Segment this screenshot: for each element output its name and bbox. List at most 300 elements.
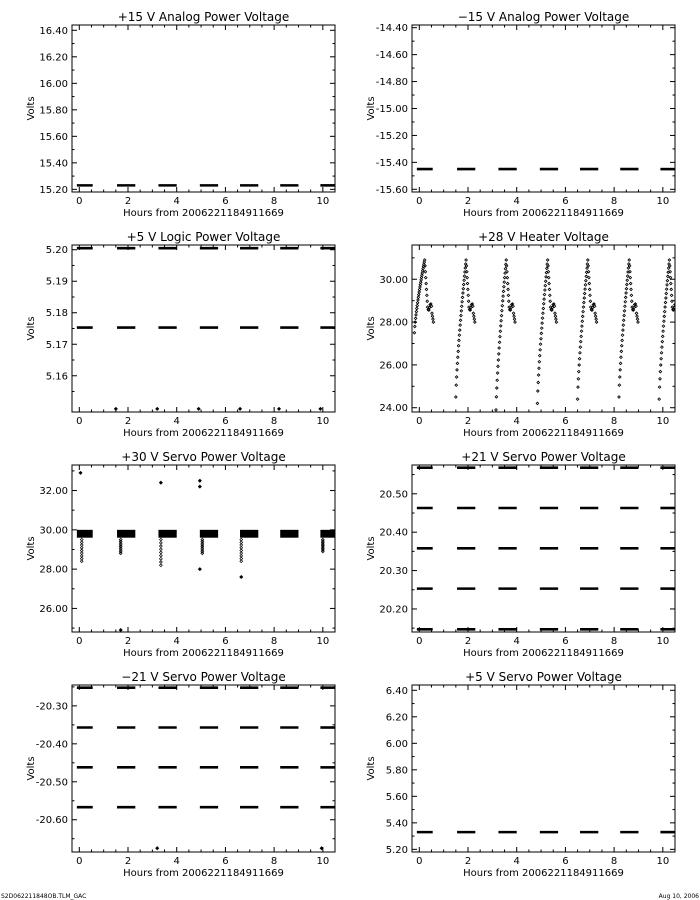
chart-4-heater-point bbox=[425, 288, 428, 291]
chart-4-heater-point bbox=[585, 279, 588, 282]
chart-4-heater-point bbox=[589, 300, 592, 303]
chart-panel-6 bbox=[366, 450, 675, 659]
chart-4-heater-point bbox=[458, 329, 461, 332]
chart-7-data bbox=[77, 688, 335, 850]
chart-4-heater-point bbox=[415, 314, 418, 317]
chart-5-band bbox=[240, 530, 258, 538]
chart-4-heater-point bbox=[499, 330, 502, 333]
chart-4-heater-point bbox=[618, 376, 621, 379]
chart-2-y-tick-label: -14.40 bbox=[375, 23, 408, 35]
chart-4-heater-point bbox=[544, 289, 547, 292]
chart-4-heater-point bbox=[620, 350, 623, 353]
chart-4-heater-point bbox=[668, 265, 671, 268]
chart-6-title: +21 V Servo Power Voltage bbox=[461, 450, 626, 464]
chart-4-heater-point bbox=[497, 365, 500, 368]
chart-7-y-tick-label: -20.30 bbox=[35, 701, 68, 713]
chart-5-x-label: Hours from 2006221184911669 bbox=[123, 648, 284, 659]
chart-1-y-tick-label: 16.00 bbox=[39, 78, 68, 90]
chart-4-heater-point bbox=[543, 293, 546, 296]
chart-4-heater-point bbox=[414, 325, 417, 328]
chart-4-heater-point bbox=[676, 318, 679, 321]
chart-4-heater-point bbox=[577, 370, 580, 373]
chart-5-data bbox=[77, 471, 335, 631]
chart-4-heater-point bbox=[626, 275, 629, 278]
chart-4-heater-point bbox=[432, 321, 435, 324]
chart-4-heater-point bbox=[675, 312, 678, 315]
chart-7-y-label: Volts bbox=[26, 756, 37, 781]
chart-4-heater-point bbox=[463, 279, 466, 282]
chart-4-heater-point bbox=[413, 331, 416, 334]
chart-4-heater-point bbox=[625, 287, 628, 290]
chart-4-data bbox=[413, 259, 679, 411]
chart-4-heater-point bbox=[461, 301, 464, 304]
chart-3-y-tick-label: 5.17 bbox=[45, 339, 68, 351]
chart-5-x-tick-label: 4 bbox=[173, 636, 180, 647]
chart-4-heater-point bbox=[541, 322, 544, 325]
chart-4-heater-point bbox=[465, 259, 468, 262]
chart-4-heater-point bbox=[499, 325, 502, 328]
chart-3-x-tick-label: 0 bbox=[76, 416, 83, 427]
chart-panel-8 bbox=[366, 670, 675, 879]
chart-4-heater-point bbox=[581, 315, 584, 318]
chart-4-heater-point bbox=[457, 344, 460, 347]
chart-7-x-tick-label: 6 bbox=[222, 856, 229, 867]
chart-5-spread-point bbox=[159, 545, 162, 548]
chart-8-title: +5 V Servo Power Voltage bbox=[465, 670, 622, 684]
chart-4-heater-point bbox=[677, 321, 680, 324]
chart-4-heater-point bbox=[460, 305, 463, 308]
chart-4-heater-point bbox=[618, 384, 621, 387]
chart-4-heater-point bbox=[418, 288, 421, 291]
chart-4-heater-point bbox=[674, 303, 677, 306]
chart-4-heater-point bbox=[588, 288, 591, 291]
chart-5-point bbox=[240, 575, 243, 578]
chart-7-title: −21 V Servo Power Voltage bbox=[121, 670, 286, 684]
chart-panel-5 bbox=[26, 450, 335, 659]
chart-6-y-tick-label: 20.50 bbox=[379, 489, 408, 501]
chart-6-y-tick-label: 20.40 bbox=[379, 527, 408, 539]
chart-2-y-tick-label: -15.40 bbox=[375, 157, 408, 169]
chart-4-heater-point bbox=[543, 298, 546, 301]
chart-4-heater-point bbox=[507, 288, 510, 291]
chart-7-x-tick-label: 8 bbox=[270, 856, 278, 867]
chart-4-heater-point bbox=[507, 300, 510, 303]
chart-4-heater-point bbox=[669, 276, 672, 279]
chart-8-y-tick-label: 5.20 bbox=[385, 844, 408, 856]
chart-4-heater-point bbox=[544, 284, 547, 287]
chart-5-band bbox=[158, 530, 176, 538]
chart-5-band bbox=[77, 530, 93, 538]
chart-4-heater-point bbox=[583, 292, 586, 295]
chart-4-heater-point bbox=[630, 288, 633, 291]
footer-filename: S2D062211848OB.TLM_GAC bbox=[1, 893, 87, 900]
chart-4-heater-point bbox=[665, 288, 668, 291]
chart-4-heater-point bbox=[504, 267, 507, 270]
chart-4-heater-point bbox=[426, 294, 429, 297]
chart-4-heater-point bbox=[497, 359, 500, 362]
chart-4-x-tick-label: 2 bbox=[464, 416, 472, 427]
chart-4-heater-point bbox=[623, 314, 626, 317]
chart-4-heater-point bbox=[503, 285, 506, 288]
chart-4-heater-point bbox=[588, 282, 591, 285]
chart-4-heater-point bbox=[514, 321, 517, 324]
chart-4-heater-point bbox=[625, 292, 628, 295]
chart-4-heater-point bbox=[582, 306, 585, 309]
chart-4-heater-point bbox=[462, 287, 465, 290]
chart-4-heater-point bbox=[583, 297, 586, 300]
chart-4-heater-point bbox=[636, 315, 639, 318]
chart-4-heater-point bbox=[578, 364, 581, 367]
chart-2-y-tick-label: -14.80 bbox=[375, 77, 408, 89]
chart-3-y-label: Volts bbox=[26, 316, 37, 341]
chart-4-heater-point bbox=[538, 360, 541, 363]
chart-panel-1 bbox=[26, 10, 335, 219]
chart-4-y-label: Volts bbox=[366, 316, 377, 341]
chart-5-point bbox=[159, 481, 162, 484]
chart-4-heater-point bbox=[548, 282, 551, 285]
chart-8-plot-frame bbox=[412, 685, 675, 852]
chart-4-heater-point bbox=[537, 374, 540, 377]
chart-1-y-tick-label: 15.20 bbox=[39, 184, 68, 196]
chart-1-x-tick-label: 2 bbox=[124, 196, 132, 207]
chart-4-x-tick-label: 0 bbox=[416, 416, 423, 427]
chart-4-heater-point bbox=[538, 367, 541, 370]
chart-panel-7 bbox=[26, 670, 335, 879]
chart-4-heater-point bbox=[621, 339, 624, 342]
chart-4-heater-point bbox=[676, 315, 679, 318]
chart-4-heater-point bbox=[587, 259, 590, 262]
chart-4-heater-point bbox=[465, 270, 468, 273]
chart-3-x-tick-label: 10 bbox=[316, 416, 330, 427]
chart-4-heater-point bbox=[620, 356, 623, 359]
chart-4-heater-point bbox=[582, 310, 585, 313]
chart-4-heater-point bbox=[500, 314, 503, 317]
chart-4-heater-point bbox=[430, 305, 433, 308]
chart-5-x-tick-label: 2 bbox=[124, 636, 132, 647]
chart-5-y-tick-label: 28.00 bbox=[39, 564, 68, 576]
chart-4-heater-point bbox=[512, 305, 515, 308]
chart-2-y-tick-label: -15.20 bbox=[375, 130, 408, 142]
chart-1-title: +15 V Analog Power Voltage bbox=[117, 10, 290, 24]
chart-4-heater-point bbox=[541, 317, 544, 320]
chart-4-heater-point bbox=[505, 265, 508, 268]
chart-3-x-label: Hours from 2006221184911669 bbox=[123, 428, 284, 439]
chart-3-point bbox=[156, 407, 159, 410]
chart-4-heater-point bbox=[619, 369, 622, 372]
chart-5-spread-point bbox=[159, 548, 162, 551]
chart-4-heater-point bbox=[584, 288, 587, 291]
chart-7-x-label: Hours from 2006221184911669 bbox=[123, 868, 284, 879]
chart-5-band bbox=[280, 530, 298, 538]
chart-4-x-tick-label: 4 bbox=[513, 416, 520, 427]
chart-5-y-tick-label: 30.00 bbox=[39, 525, 68, 537]
chart-4-heater-point bbox=[553, 305, 556, 308]
chart-6-x-tick-label: 0 bbox=[416, 636, 423, 647]
chart-4-heater-point bbox=[547, 270, 550, 273]
chart-4-y-tick-label: 30.00 bbox=[379, 274, 408, 286]
chart-4-heater-point bbox=[460, 314, 463, 317]
chart-4-heater-point bbox=[467, 294, 470, 297]
chart-4-heater-point bbox=[496, 379, 499, 382]
chart-4-heater-point bbox=[424, 265, 427, 268]
chart-4-heater-point bbox=[539, 349, 542, 352]
chart-4-x-tick-label: 6 bbox=[562, 416, 569, 427]
chart-4-heater-point bbox=[503, 281, 506, 284]
chart-2-x-tick-label: 2 bbox=[464, 196, 472, 207]
chart-4-heater-point bbox=[595, 321, 598, 324]
chart-4-heater-point bbox=[661, 346, 664, 349]
chart-4-heater-point bbox=[542, 312, 545, 315]
chart-4-heater-point bbox=[666, 284, 669, 287]
chart-4-heater-point bbox=[630, 300, 633, 303]
chart-2-y-tick-label: -14.60 bbox=[375, 50, 408, 62]
chart-2-y-tick-label: -15.60 bbox=[375, 184, 408, 196]
chart-3-x-tick-label: 2 bbox=[124, 416, 132, 427]
chart-8-x-tick-label: 2 bbox=[464, 856, 472, 867]
chart-4-heater-point bbox=[431, 315, 434, 318]
chart-4-heater-point bbox=[417, 296, 420, 299]
chart-4-heater-point bbox=[662, 330, 665, 333]
chart-5-spread-point bbox=[159, 554, 162, 557]
chart-2-plot-frame bbox=[412, 25, 675, 192]
chart-3-title: +5 V Logic Power Voltage bbox=[126, 230, 281, 244]
chart-4-heater-point bbox=[587, 270, 590, 273]
chart-6-x-tick-label: 8 bbox=[610, 636, 618, 647]
chart-4-heater-point bbox=[663, 315, 666, 318]
chart-7-x-tick-label: 0 bbox=[76, 856, 83, 867]
chart-4-heater-point bbox=[537, 381, 540, 384]
chart-3-point bbox=[277, 407, 280, 410]
chart-4-heater-point bbox=[506, 276, 509, 279]
chart-4-heater-point bbox=[636, 318, 639, 321]
chart-2-title: −15 V Analog Power Voltage bbox=[457, 10, 630, 24]
chart-4-heater-point bbox=[635, 305, 638, 308]
chart-4-heater-point bbox=[431, 312, 434, 315]
chart-5-spread-point bbox=[159, 541, 162, 544]
chart-4-heater-point bbox=[619, 362, 622, 365]
chart-4-heater-point bbox=[495, 396, 498, 399]
chart-4-heater-point bbox=[496, 372, 499, 375]
chart-4-heater-point bbox=[581, 320, 584, 323]
chart-4-heater-point bbox=[455, 384, 458, 387]
chart-4-heater-point bbox=[621, 334, 624, 337]
chart-8-x-tick-label: 8 bbox=[610, 856, 618, 867]
chart-4-heater-point bbox=[419, 283, 422, 286]
chart-3-y-tick-label: 5.16 bbox=[45, 371, 68, 383]
chart-4-heater-point bbox=[666, 279, 669, 282]
chart-2-x-tick-label: 4 bbox=[513, 196, 520, 207]
chart-4-heater-point bbox=[461, 296, 464, 299]
chart-4-title: +28 V Heater Voltage bbox=[478, 230, 609, 244]
chart-5-spread-point bbox=[159, 564, 162, 567]
chart-3-point bbox=[197, 407, 200, 410]
chart-4-heater-point bbox=[539, 343, 542, 346]
chart-4-heater-point bbox=[664, 306, 667, 309]
chart-5-point bbox=[198, 568, 201, 571]
chart-4-heater-point bbox=[455, 376, 458, 379]
chart-5-point bbox=[198, 479, 201, 482]
chart-4-heater-point bbox=[661, 340, 664, 343]
chart-5-x-tick-label: 10 bbox=[316, 636, 330, 647]
chart-4-y-tick-label: 24.00 bbox=[379, 403, 408, 415]
chart-2-y-label: Volts bbox=[366, 96, 377, 121]
chart-2-x-tick-label: 10 bbox=[656, 196, 670, 207]
chart-4-heater-point bbox=[472, 305, 475, 308]
chart-4-heater-point bbox=[466, 282, 469, 285]
chart-7-x-tick-label: 10 bbox=[316, 856, 330, 867]
chart-4-heater-point bbox=[466, 276, 469, 279]
chart-4-heater-point bbox=[670, 294, 673, 297]
chart-5-spread-point bbox=[159, 538, 162, 541]
chart-5-y-tick-label: 26.00 bbox=[39, 603, 68, 615]
chart-4-heater-point bbox=[544, 280, 547, 283]
chart-4-heater-point bbox=[659, 378, 662, 381]
chart-4-heater-point bbox=[589, 294, 592, 297]
chart-1-y-tick-label: 15.80 bbox=[39, 105, 68, 117]
chart-8-y-tick-label: 5.60 bbox=[385, 791, 408, 803]
chart-4-heater-point bbox=[513, 315, 516, 318]
chart-3-x-tick-label: 8 bbox=[270, 416, 278, 427]
chart-panel-3 bbox=[26, 230, 335, 439]
chart-4-heater-point bbox=[496, 387, 499, 390]
chart-4-heater-point bbox=[594, 312, 597, 315]
chart-4-heater-point bbox=[659, 370, 662, 373]
chart-6-data bbox=[417, 468, 675, 630]
chart-4-heater-point bbox=[628, 265, 631, 268]
chart-1-x-label: Hours from 2006221184911669 bbox=[123, 208, 284, 219]
chart-4-x-tick-label: 8 bbox=[610, 416, 618, 427]
chart-4-heater-point bbox=[622, 329, 625, 332]
chart-4-heater-point bbox=[463, 275, 466, 278]
chart-8-y-tick-label: 5.40 bbox=[385, 818, 408, 830]
chart-2-x-tick-label: 0 bbox=[416, 196, 423, 207]
chart-4-heater-point bbox=[664, 301, 667, 304]
chart-7-x-tick-label: 4 bbox=[173, 856, 180, 867]
chart-4-heater-point bbox=[549, 300, 552, 303]
chart-4-heater-point bbox=[414, 317, 417, 320]
chart-4-heater-point bbox=[459, 319, 462, 322]
chart-4-x-tick-label: 10 bbox=[656, 416, 670, 427]
chart-5-point bbox=[79, 471, 82, 474]
chart-3-y-tick-label: 5.19 bbox=[45, 276, 68, 288]
chart-4-heater-point bbox=[501, 300, 504, 303]
chart-4-plot-frame bbox=[412, 245, 675, 412]
chart-4-heater-point bbox=[637, 321, 640, 324]
chart-1-x-tick-label: 8 bbox=[270, 196, 278, 207]
chart-4-heater-point bbox=[506, 282, 509, 285]
chart-4-heater-point bbox=[462, 283, 465, 286]
chart-2-x-tick-label: 8 bbox=[610, 196, 618, 207]
chart-4-heater-point bbox=[629, 270, 632, 273]
chart-4-heater-point bbox=[555, 318, 558, 321]
chart-7-y-tick-label: -20.60 bbox=[35, 815, 68, 827]
chart-4-heater-point bbox=[554, 315, 557, 318]
chart-4-heater-point bbox=[501, 309, 504, 312]
chart-4-heater-point bbox=[545, 276, 548, 279]
chart-4-heater-point bbox=[472, 312, 475, 315]
chart-4-heater-point bbox=[622, 319, 625, 322]
chart-3-x-tick-label: 4 bbox=[173, 416, 180, 427]
chart-4-heater-point bbox=[432, 318, 435, 321]
chart-4-heater-point bbox=[624, 305, 627, 308]
chart-1-plot-frame bbox=[72, 25, 335, 192]
chart-4-y-tick-label: 26.00 bbox=[379, 360, 408, 372]
chart-4-heater-point bbox=[546, 259, 549, 262]
chart-4-heater-point bbox=[456, 369, 459, 372]
chart-4-heater-point bbox=[498, 347, 501, 350]
chart-4-heater-point bbox=[424, 270, 427, 273]
chart-4-heater-point bbox=[659, 364, 662, 367]
chart-1-y-tick-label: 16.20 bbox=[39, 52, 68, 64]
chart-5-spread-point bbox=[240, 538, 243, 541]
chart-5-y-label: Volts bbox=[26, 536, 37, 561]
chart-8-x-tick-label: 4 bbox=[513, 856, 520, 867]
chart-4-heater-point bbox=[538, 354, 541, 357]
chart-4-heater-point bbox=[415, 310, 418, 313]
chart-panel-4 bbox=[366, 230, 679, 439]
chart-4-heater-point bbox=[462, 292, 465, 295]
chart-3-point bbox=[238, 407, 241, 410]
chart-4-heater-point bbox=[665, 297, 668, 300]
chart-5-point bbox=[119, 628, 122, 631]
chart-4-heater-point bbox=[555, 321, 558, 324]
chart-4-heater-point bbox=[629, 282, 632, 285]
chart-4-heater-point bbox=[467, 288, 470, 291]
chart-4-heater-point bbox=[577, 386, 580, 389]
chart-4-heater-point bbox=[624, 301, 627, 304]
chart-4-heater-point bbox=[459, 324, 462, 327]
chart-5-x-tick-label: 0 bbox=[76, 636, 83, 647]
chart-4-heater-point bbox=[584, 284, 587, 287]
chart-4-heater-point bbox=[626, 279, 629, 282]
chart-3-y-tick-label: 5.20 bbox=[45, 245, 68, 257]
chart-4-heater-point bbox=[547, 276, 550, 279]
chart-4-heater-point bbox=[499, 335, 502, 338]
chart-4-heater-point bbox=[473, 318, 476, 321]
chart-4-heater-point bbox=[660, 352, 663, 355]
chart-4-heater-point bbox=[457, 350, 460, 353]
chart-4-heater-point bbox=[630, 294, 633, 297]
chart-4-heater-point bbox=[455, 396, 458, 399]
chart-4-heater-point bbox=[458, 334, 461, 337]
chart-4-heater-point bbox=[595, 318, 598, 321]
chart-4-heater-point bbox=[417, 293, 420, 296]
chart-2-x-tick-label: 6 bbox=[562, 196, 569, 207]
chart-5-band bbox=[320, 530, 335, 538]
chart-4-heater-point bbox=[620, 344, 623, 347]
chart-2-y-tick-label: -15.00 bbox=[375, 104, 408, 115]
chart-6-y-tick-label: 20.30 bbox=[379, 566, 408, 578]
chart-5-x-tick-label: 8 bbox=[270, 636, 278, 647]
chart-3-y-tick-label: 5.18 bbox=[45, 308, 68, 320]
chart-5-band bbox=[200, 530, 218, 538]
chart-7-y-tick-label: -20.40 bbox=[35, 739, 68, 751]
chart-4-heater-point bbox=[498, 341, 501, 344]
chart-4-heater-point bbox=[536, 402, 539, 405]
chart-7-y-tick-label: -20.50 bbox=[35, 777, 68, 789]
chart-4-heater-point bbox=[668, 259, 671, 262]
chart-4-heater-point bbox=[579, 352, 582, 355]
chart-4-heater-point bbox=[670, 282, 673, 285]
chart-6-x-label: Hours from 2006221184911669 bbox=[463, 648, 624, 659]
chart-8-y-tick-label: 6.00 bbox=[385, 738, 408, 750]
chart-4-heater-point bbox=[497, 353, 500, 356]
chart-7-point bbox=[156, 847, 159, 850]
chart-4-heater-point bbox=[474, 321, 477, 324]
chart-4-heater-point bbox=[671, 300, 674, 303]
chart-4-heater-point bbox=[594, 315, 597, 318]
chart-4-heater-point bbox=[626, 283, 629, 286]
